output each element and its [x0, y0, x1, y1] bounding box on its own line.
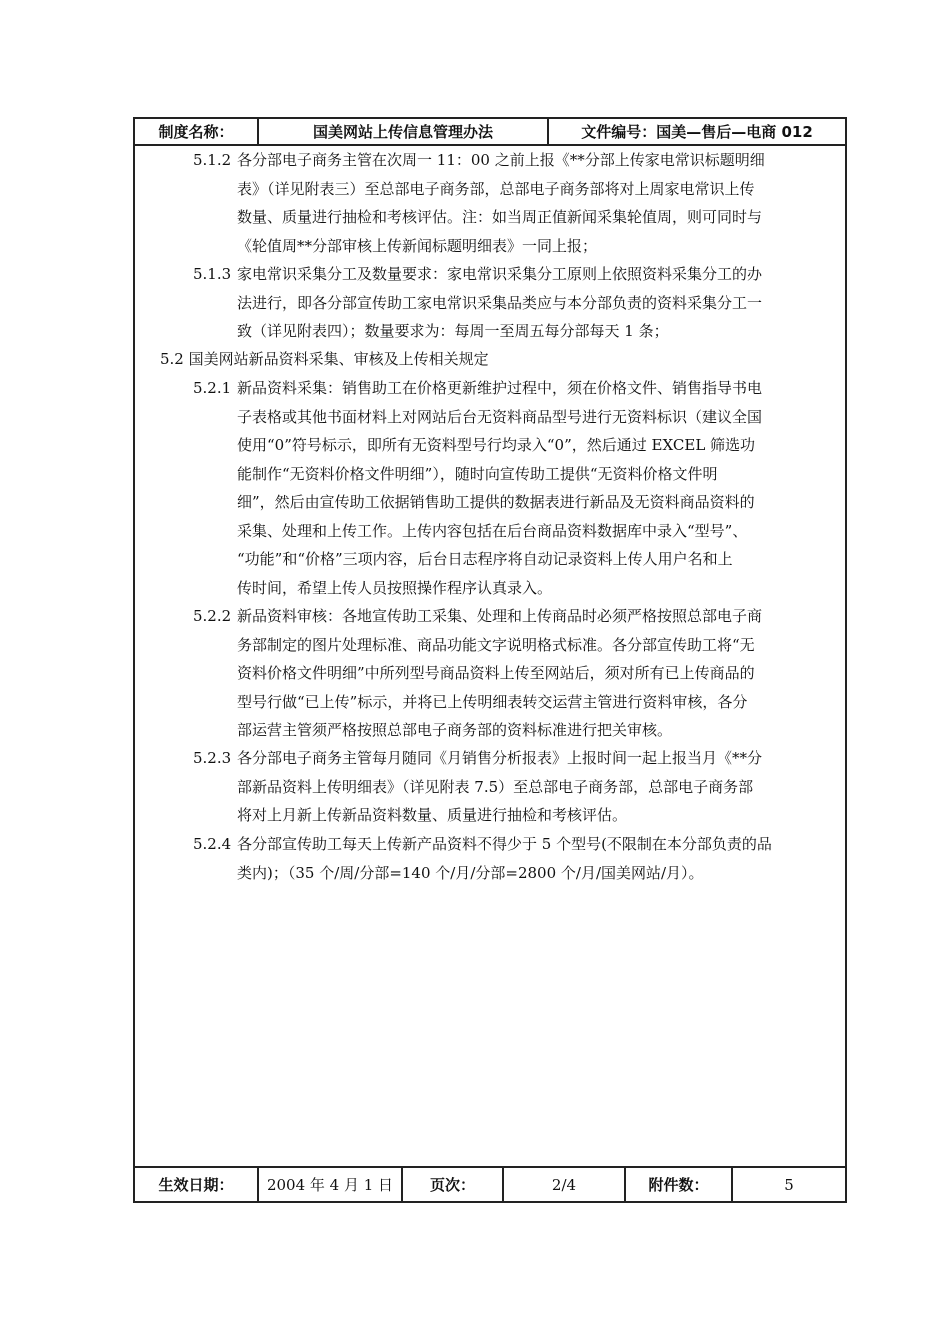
- text-line: 资料价格文件明细”中所列型号商品资料上传至网站后，须对所有已上传商品的: [237, 664, 755, 682]
- effective-date-label: 生效日期：: [158, 1176, 234, 1194]
- text-line: 各分部电子商务主管在次周一 11：00 之前上报《**分部上传家电常识标题明细: [237, 151, 765, 169]
- page-number: 2/4: [502, 1168, 624, 1201]
- text-line: 家电常识采集分工及数量要求：家电常识采集分工原则上依照资料采集分工的办: [237, 265, 763, 283]
- text-line: 型号行做“已上传”标示，并将已上传明细表转交运营主管进行资料审核，各分: [237, 692, 748, 711]
- document-number: 文件编号：国美—售后—电商 012: [547, 119, 845, 144]
- section-5-2-3: [193, 744, 843, 830]
- effective-date-value: 2004 年 4 月 1 日: [257, 1168, 401, 1201]
- text-line: 将对上月新上传新品资料数量、质量进行抽检和考核评估。: [237, 806, 628, 824]
- document-body: [135, 146, 845, 1161]
- page-label: 页次：: [401, 1168, 502, 1201]
- attachments-count: 5: [731, 1168, 845, 1201]
- policy-name-label: 制度名称：: [158, 123, 234, 141]
- text-line: 能制作“无资料价格文件明细”），随时向宣传助工提供“无资料价格文件明: [237, 464, 718, 483]
- section-heading: 5.2 国美网站新品资料采集、审核及上传相关规定: [160, 350, 489, 368]
- footer-row: [135, 1166, 845, 1201]
- text-line: 务部制定的图片处理标准、商品功能文字说明格式标准。各分部宣传助工将“无: [237, 635, 755, 654]
- text-line: 子表格或其他书面材料上对网站后台无资料商品型号进行无资料标识（建议全国: [237, 407, 763, 426]
- attachments-label: 附件数：: [624, 1168, 731, 1201]
- text-line: “功能”和“价格”三项内容，后台日志程序将自动记录资料上传人用户名和上: [237, 550, 733, 568]
- text-line: 各分部电子商务主管每月随同《月销售分析报表》上报时间一起上报当月《**分: [237, 749, 763, 767]
- section-number: 5.2.1: [193, 379, 232, 397]
- section-5-2-1: [193, 374, 843, 602]
- text-line: 《轮值周**分部审核上传新闻标题明细表》一同上报；: [237, 236, 598, 255]
- text-line: 数量、质量进行抽检和考核评估。注：如当周正值新闻采集轮值周，则可同时与: [237, 208, 763, 226]
- text-line: 传时间，希望上传人员按照操作程序认真录入。: [237, 578, 553, 597]
- section-number: 5.1.3: [193, 265, 232, 283]
- text-line: 部运营主管须严格按照总部电子商务部的资料标准进行把关审核。: [237, 721, 673, 739]
- section-5-1-3: [193, 260, 843, 346]
- section-number: 5.2.3: [193, 749, 232, 767]
- text-line: 致（详见附表四）；数量要求为：每周一至周五每分部每天 1 条；: [237, 322, 669, 340]
- section-number: 5.2.4: [193, 835, 232, 853]
- text-line: 法进行，即各分部宣传助工家电常识采集品类应与本分部负责的资料采集分工一: [237, 293, 763, 312]
- text-line: 类内)；（35 个/周/分部=140 个/月/分部=2800 个/月/国美网站/月）。: [237, 863, 704, 882]
- text-line: 采集、处理和上传工作。上传内容包括在后台商品资料数据库中录入“型号”、: [237, 521, 748, 540]
- text-line: 部新品资料上传明细表》（详见附表 7.5）至总部电子商务部，总部电子商务部: [237, 777, 754, 796]
- document-frame: [133, 117, 847, 1203]
- text-line: 使用“0”符号标示，即所有无资料型号行均录入“0”，然后通过 EXCEL 筛选功: [237, 436, 756, 454]
- text-line: 各分部宣传助工每天上传新产品资料不得少于 5 个型号(不限制在本分部负责的品: [237, 835, 772, 853]
- section-number: 5.1.2: [193, 151, 232, 169]
- text-line: 新品资料审核：各地宣传助工采集、处理和上传商品时必须严格按照总部电子商: [237, 607, 763, 625]
- section-5-1-2: [193, 146, 843, 260]
- text-line: 表》（详见附表三）至总部电子商务部，总部电子商务部将对上周家电常识上传: [237, 179, 755, 198]
- text-line: 细”，然后由宣传助工依据销售助工提供的数据表进行新品及无资料商品资料的: [237, 493, 755, 511]
- policy-name-value: 国美网站上传信息管理办法: [257, 119, 547, 144]
- header-row: [135, 119, 845, 146]
- section-5-2-2: [193, 602, 843, 745]
- section-5-2-title: [160, 345, 840, 374]
- section-number: 5.2.2: [193, 607, 232, 625]
- text-line: 新品资料采集：销售助工在价格更新维护过程中，须在价格文件、销售指导书电: [237, 379, 763, 397]
- section-5-2-4: [193, 830, 843, 887]
